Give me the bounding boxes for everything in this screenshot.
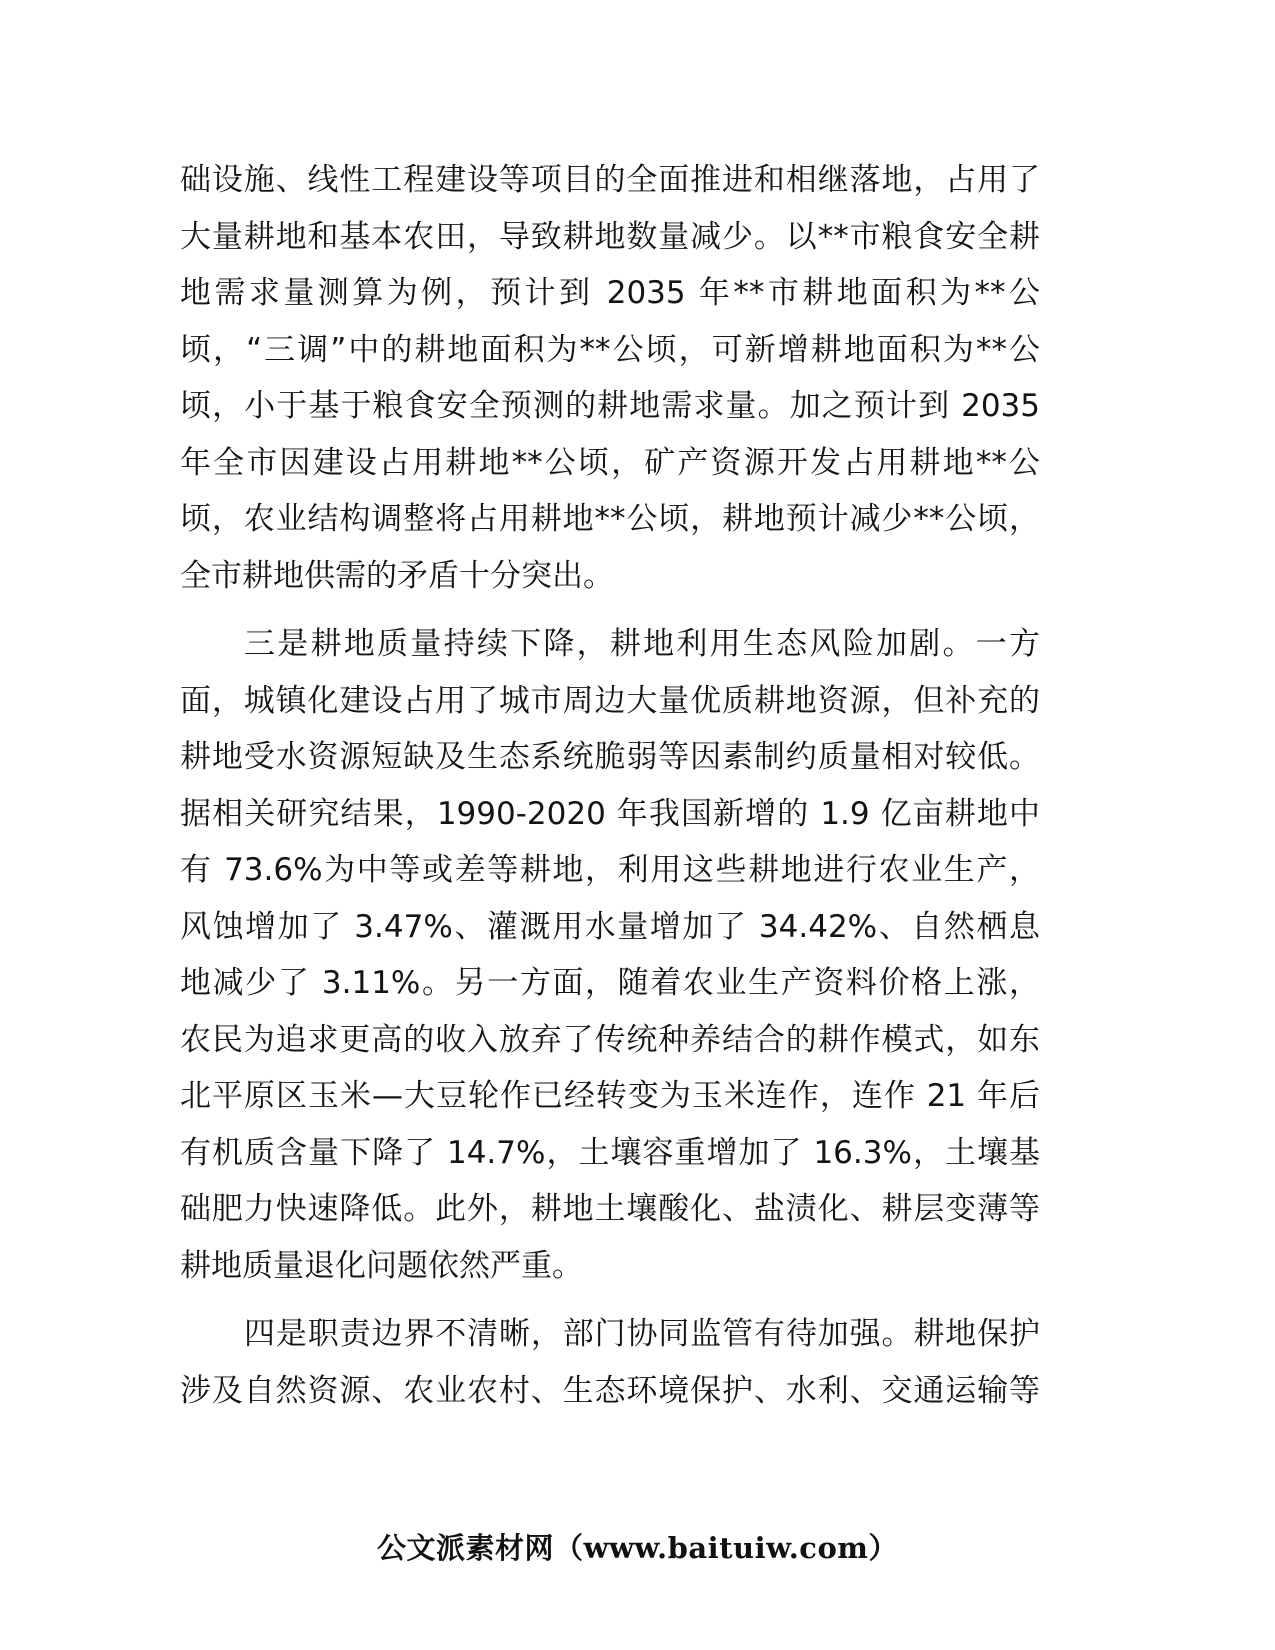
paragraph-continuation bbox=[180, 152, 1040, 604]
text-line: 全市耕地供需的矛盾十分突出。 bbox=[180, 557, 614, 594]
text-line: 据相关研究结果，1990-2020 年我国新增的 1.9 亿亩耕地中 bbox=[180, 795, 1040, 832]
text-line: 大量耕地和基本农田，导致耕地数量减少。以**市粮食安全耕 bbox=[180, 218, 1040, 255]
text-line: 涉及自然资源、农业农村、生态环境保护、水利、交通运输等 bbox=[180, 1372, 1040, 1409]
text-line: 顷，“三调”中的耕地面积为**公顷，可新增耕地面积为**公 bbox=[180, 331, 1040, 368]
paragraph-farmland-quality bbox=[180, 616, 1040, 1294]
text-line: 风蚀增加了 3.47%、灌溉用水量增加了 34.42%、自然栖息 bbox=[180, 908, 1040, 945]
text-line: 农民为追求更高的收入放弃了传统种养结合的耕作模式，如东 bbox=[180, 1021, 1040, 1058]
text-line: 础设施、线性工程建设等项目的全面推进和相继落地，占用了 bbox=[180, 162, 1040, 198]
document-body bbox=[180, 152, 1040, 1419]
footer-watermark: 公文派素材网（www.baituiw.com） bbox=[377, 1531, 898, 1565]
text-line: 面，城镇化建设占用了城市周边大量优质耕地资源，但补充的 bbox=[180, 682, 1040, 719]
text-line: 北平原区玉米—大豆轮作已经转变为玉米连作，连作 21 年后 bbox=[180, 1078, 1040, 1114]
text-line: 耕地质量退化问题依然严重。 bbox=[180, 1247, 583, 1284]
text-line: 地减少了 3.11%。另一方面，随着农业生产资料价格上涨， bbox=[180, 965, 1040, 1001]
text-line: 有机质含量下降了 14.7%，土壤容重增加了 16.3%，土壤基 bbox=[180, 1134, 1040, 1171]
paragraph-responsibility bbox=[180, 1306, 1040, 1419]
text-line: 础肥力快速降低。此外，耕地土壤酸化、盐渍化、耕层变薄等 bbox=[180, 1191, 1040, 1227]
text-line: 顷，小于基于粮食安全预测的耕地需求量。加之预计到 2035 bbox=[180, 388, 1040, 424]
text-line: 四是职责边界不清晰，部门协同监管有待加强。耕地保护 bbox=[244, 1316, 1040, 1352]
text-line: 耕地受水资源短缺及生态系统脆弱等因素制约质量相对较低。 bbox=[180, 739, 1040, 775]
text-line: 年全市因建设占用耕地**公顷，矿产资源开发占用耕地**公 bbox=[180, 444, 1040, 481]
text-line: 三是耕地质量持续下降，耕地利用生态风险加剧。一方 bbox=[244, 626, 1040, 662]
text-line: 顷，农业结构调整将占用耕地**公顷，耕地预计减少**公顷， bbox=[180, 501, 1040, 537]
text-line: 地需求量测算为例，预计到 2035 年**市耕地面积为**公 bbox=[180, 275, 1040, 311]
text-line: 有 73.6%为中等或差等耕地，利用这些耕地进行农业生产， bbox=[180, 852, 1040, 888]
